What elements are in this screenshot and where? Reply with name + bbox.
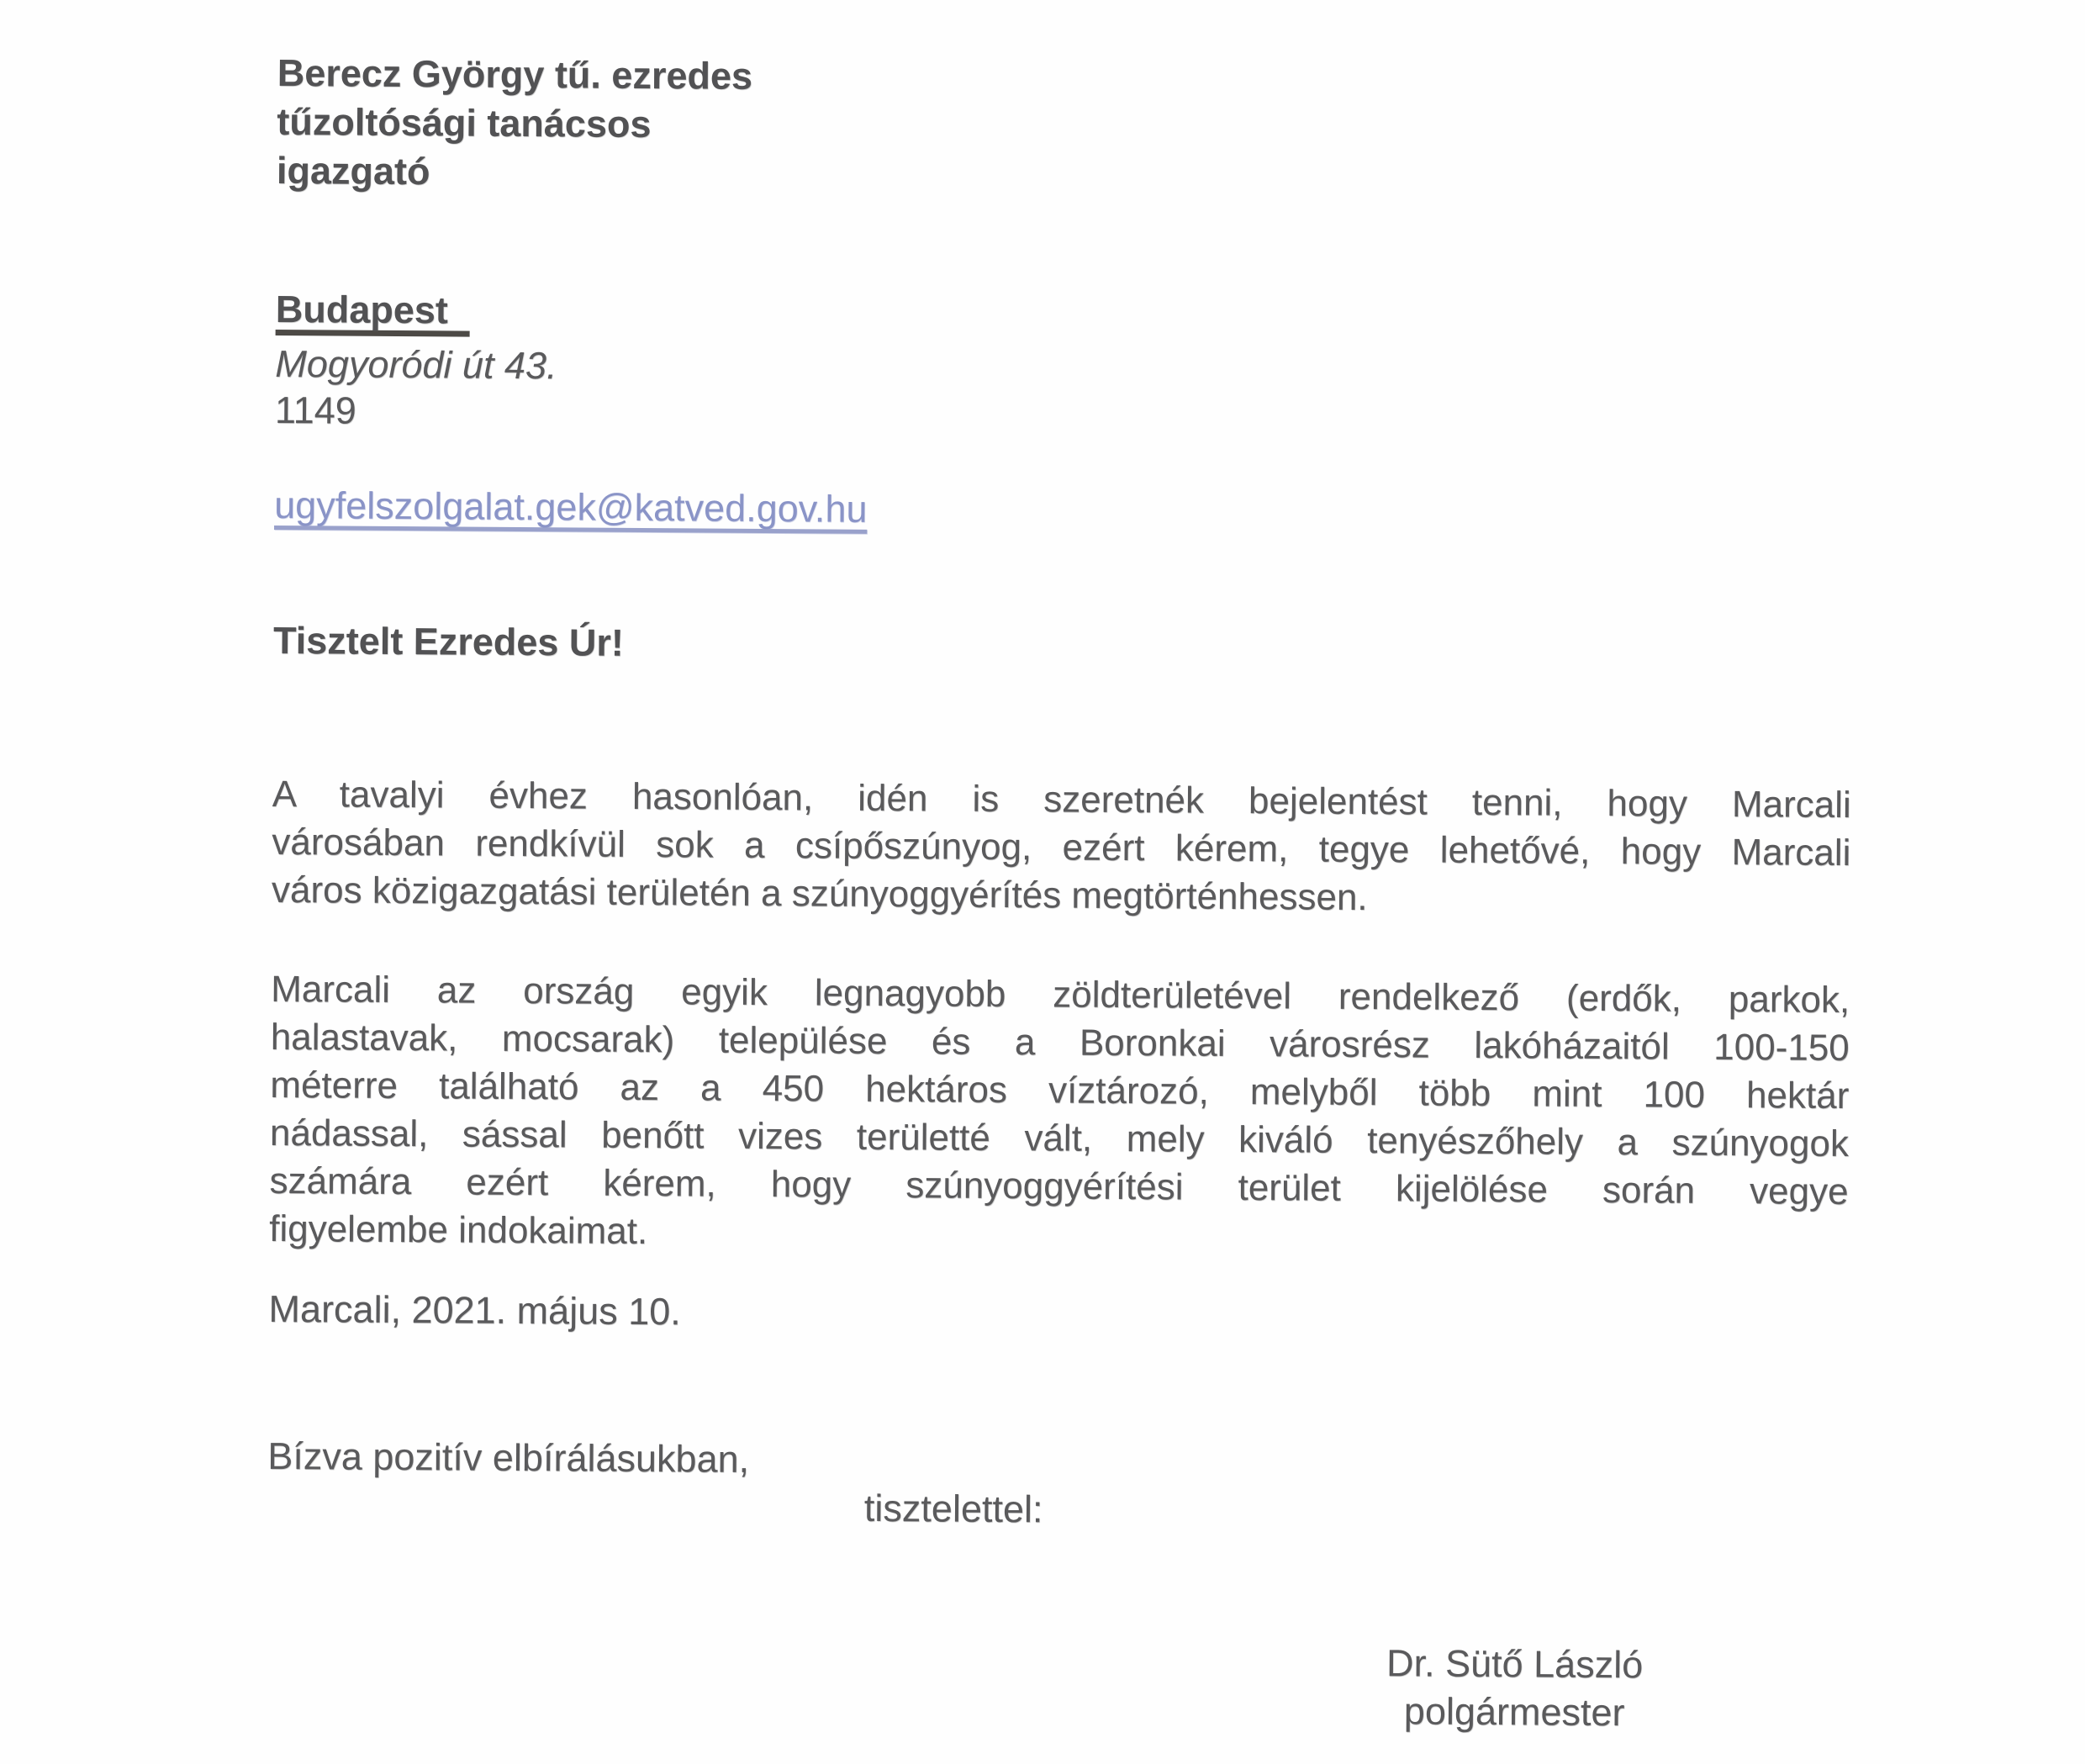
paragraph-line: nádassal, sással benőtt vizes területté vált, mely kiváló tenyészőhely a szúnyogok — [269, 1112, 1850, 1165]
recipient-email-row — [274, 482, 1853, 539]
paragraph-line: méterre található az a 450 hektáros víztározó, melyből több mint 100 hektár — [270, 1064, 1850, 1117]
recipient-postal-code: 1149 — [274, 388, 356, 432]
paragraph-line: Marcali az ország egyik legnagyobb zöldterületével rendelkező (erdők, parkok, — [271, 968, 1850, 1022]
date-line: Marcali, 2021. május 10. — [268, 1286, 681, 1334]
salutation: Tisztelt Ezredes Úr! — [272, 618, 625, 664]
paragraph-line: városában rendkívül sok a csípőszúnyog, ezért kérem, tegye lehetővé, hogy Marcali — [272, 821, 1851, 874]
sender-name-line: Berecz György tű. ezredes — [277, 50, 753, 98]
closing-block — [267, 1432, 1847, 1539]
recipient-city: Budapest — [276, 288, 470, 337]
letter-content — [266, 49, 1856, 1738]
sender-rank-line: tűzoltósági tanácsos — [277, 99, 652, 146]
paragraph-line: halastavak, mocsarak) települése és a Boronkai városrész lakóházaitól 100-150 — [270, 1016, 1850, 1069]
body-paragraph-1 — [272, 770, 1851, 925]
sender-block — [277, 49, 1856, 206]
body-paragraph-2 — [269, 965, 1850, 1264]
recipient-street: Mogyoródi út 43. — [275, 341, 557, 388]
sender-title-line: igazgató — [276, 148, 430, 193]
recipient-email-link[interactable]: ugyfelszolgalat.gek@katved.gov.hu — [274, 483, 868, 531]
paragraph-line: számára ezért kérem, hogy szúnyoggyérítési terület kijelölése során vegye — [269, 1159, 1849, 1213]
recipient-address-block — [275, 286, 1855, 444]
closing-line: Bízva pozitív elbírálásukban, — [267, 1434, 750, 1481]
closing-salutation: tisztelettel: — [863, 1486, 1043, 1531]
signatory-title: polgármester — [1403, 1689, 1625, 1735]
paragraph-line: figyelembe indokaimat. — [269, 1207, 648, 1253]
signature-block — [1346, 1639, 1683, 1737]
paragraph-line: város közigazgatási területén a szúnyoggyérítés megtörténhessen. — [271, 869, 1368, 919]
signatory-name: Dr. Sütő László — [1386, 1641, 1644, 1687]
paragraph-line: A tavalyi évhez hasonlóan, idén is szeretnék bejelentést tenni, hogy Marcali — [272, 773, 1851, 827]
